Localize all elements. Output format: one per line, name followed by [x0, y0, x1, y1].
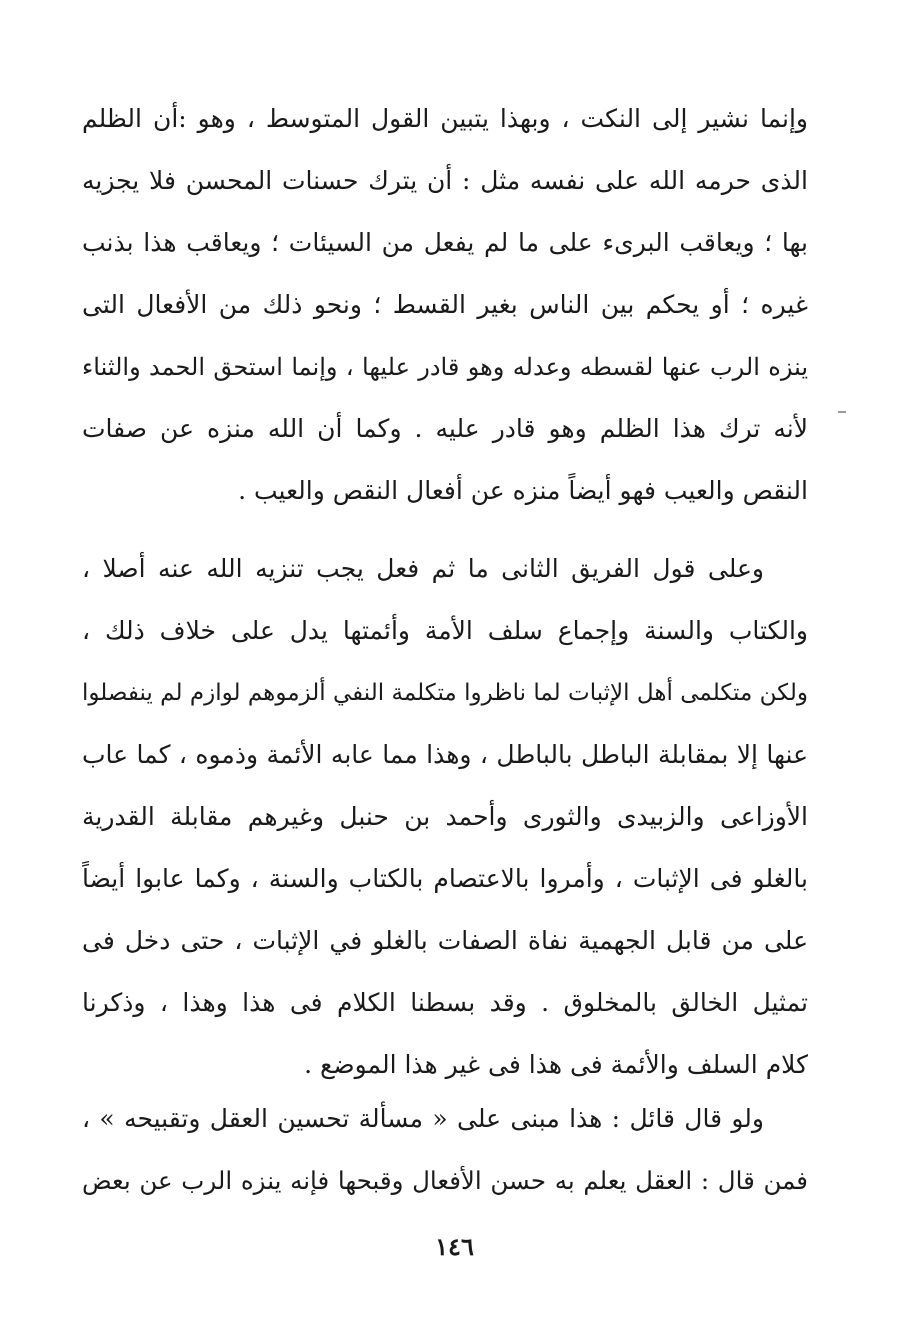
- text-line: بالغلو فى الإثبات ، وأمروا بالاعتصام بالكتاب والسنة ، وكما عابوا أيضاً: [82, 864, 808, 893]
- text-line: وعلى قول الفريق الثانى ما ثم فعل يجب تنزيه الله عنه أصلا ،: [82, 554, 764, 583]
- text-line: ولو قال قائل : هذا مبنى على « مسألة تحسين العقل وتقبيحه » ،: [82, 1104, 764, 1133]
- text-line: لأنه ترك هذا الظلم وهو قادر عليه . وكما أن الله منزه عن صفات: [82, 414, 808, 443]
- book-page: [82, 88, 808, 1288]
- text-line: الأوزاعى والزبيدى والثورى وأحمد بن حنبل وغيرهم مقابلة القدرية: [82, 802, 808, 831]
- text-line: غيره ؛ أو يحكم بين الناس بغير القسط ؛ ونحو ذلك من الأفعال التى: [82, 290, 808, 319]
- paragraph: [82, 1088, 808, 1212]
- page-number: ١٤٦: [435, 1232, 474, 1261]
- text-line: كلام السلف والأئمة فى هذا فى غير هذا الموضع .: [304, 1050, 808, 1079]
- text-line: ينزه الرب عنها لقسطه وعدله وهو قادر عليها ، وإنما استحق الحمد والثناء: [82, 353, 808, 381]
- text-line: ولكن متكلمى أهل الإثبات لما ناظروا متكلمة النفي ألزموهم لوازم لم ينفصلوا: [82, 680, 808, 706]
- text-line: على من قابل الجهمية نفاة الصفات بالغلو في الإثبات ، حتى دخل فى: [82, 926, 808, 955]
- text-line: عنها إلا بمقابلة الباطل بالباطل ، وهذا مما عابه الأئمة وذموه ، كما عاب: [82, 740, 808, 769]
- margin-mark: [838, 411, 846, 413]
- paragraph: [82, 538, 808, 1096]
- text-line: فمن قال : العقل يعلم به حسن الأفعال وقبحها فإنه ينزه الرب عن بعض: [82, 1166, 808, 1195]
- text-line: بها ؛ ويعاقب البرىء على ما لم يفعل من السيئات ؛ ويعاقب هذا بذنب: [82, 228, 808, 257]
- text-line: الذى حرمه الله على نفسه مثل : أن يترك حسنات المحسن فلا يجزيه: [82, 166, 808, 195]
- paragraph: [82, 88, 808, 522]
- text-line: والكتاب والسنة وإجماع سلف الأمة وأئمتها يدل على خلاف ذلك ،: [82, 616, 808, 645]
- text-line: وإنما نشير إلى النكت ، وبهذا يتبين القول المتوسط ، وهو :أن الظلم: [82, 104, 808, 133]
- text-line: النقص والعيب فهو أيضاً منزه عن أفعال النقص والعيب .: [238, 476, 808, 505]
- text-line: تمثيل الخالق بالمخلوق . وقد بسطنا الكلام فى هذا وهذا ، وذكرنا: [82, 988, 808, 1017]
